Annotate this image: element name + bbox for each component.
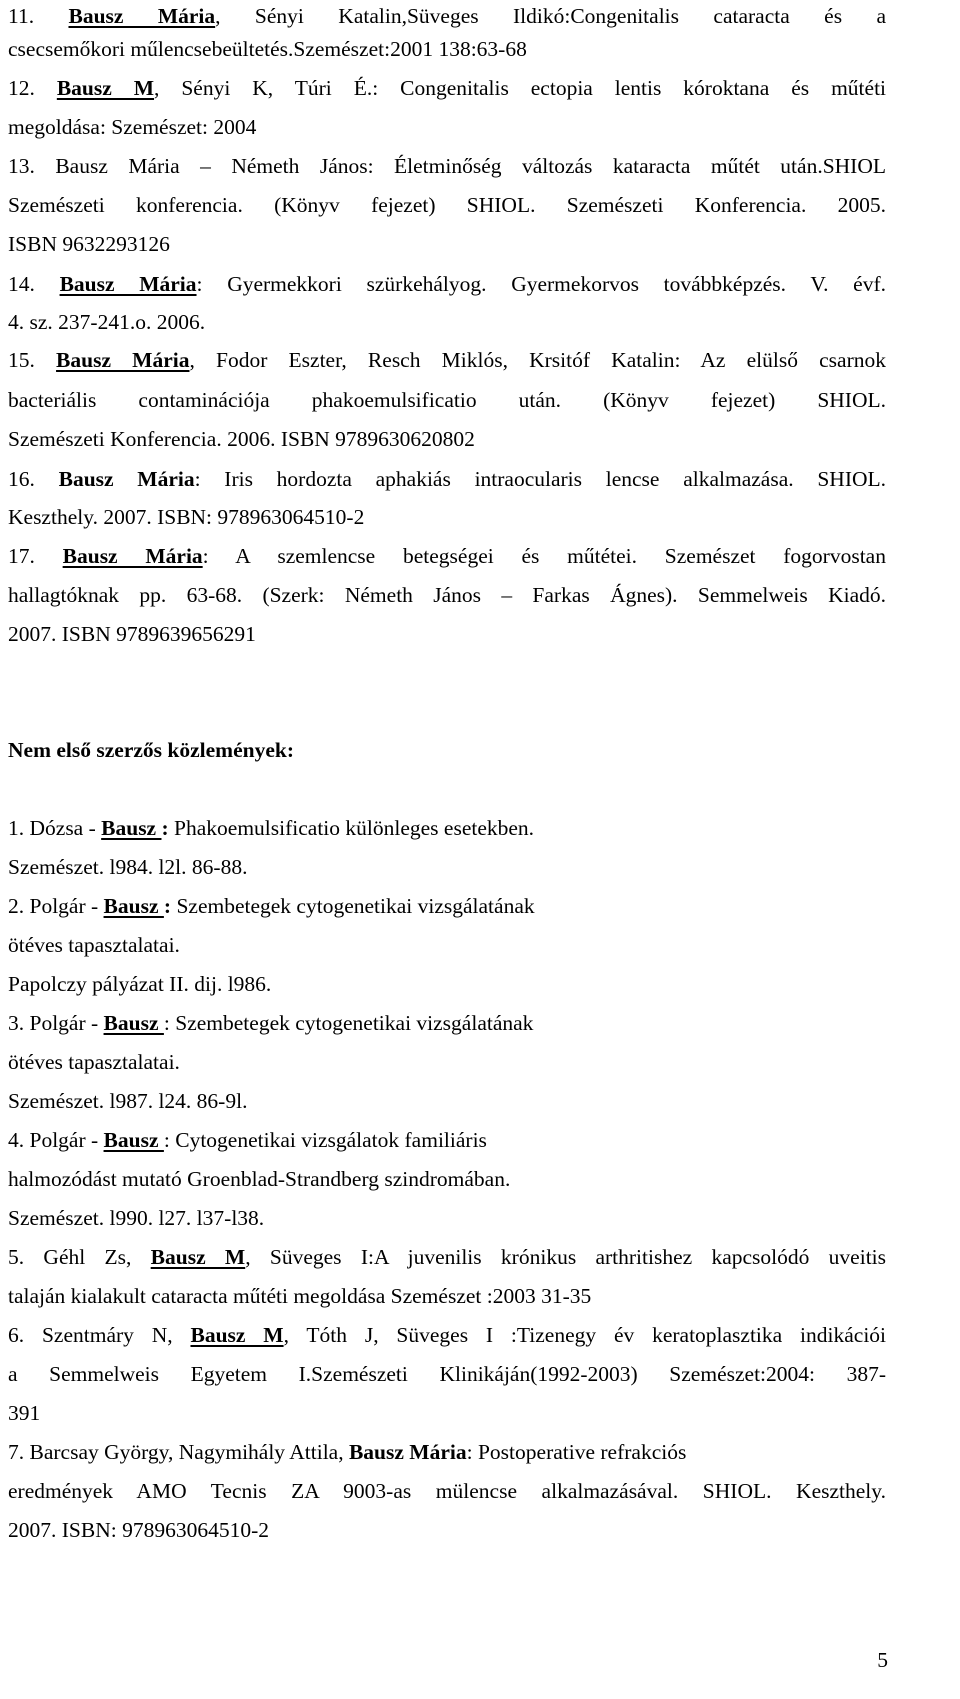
text-segment: , Sényi K, Túri É.: Congenitalis ectopia lentis kóroktana és műtéti [154, 76, 887, 100]
text-segment: 1. Dózsa - [8, 816, 102, 840]
text-segment: megoldása: Szemészet: 2004 [8, 115, 257, 139]
text-line [8, 1046, 886, 1078]
text-segment: 4. Polgár - [8, 1128, 104, 1152]
page-number: 5 [877, 1648, 888, 1672]
text-segment: talaján kialakult cataracta műtéti megoldása Szemészet :2003 31-35 [8, 1284, 592, 1308]
text-line [8, 968, 886, 1000]
text-line [8, 1280, 886, 1312]
text-segment: : A szemlencse betegségei és műtétei. Szemészet fogorvostan [202, 544, 886, 568]
text-segment: Szemészet. l987. l24. 86-9l. [8, 1089, 248, 1113]
text-line [8, 423, 886, 455]
text-segment: Szemészet. l984. l2l. 86-88. [8, 855, 248, 879]
text-segment: : Cytogenetikai vizsgálatok familiáris [163, 1128, 487, 1152]
text-line [8, 1124, 886, 1156]
text-segment: Szemészet. l990. l27. l37-l38. [8, 1206, 265, 1230]
text-line [8, 1397, 886, 1429]
text-segment: 11. [8, 4, 69, 28]
text-segment: , Süveges I:A juvenilis krónikus arthritishez kapcsolódó uveitis [245, 1245, 887, 1269]
text-segment: ISBN 9632293126 [8, 232, 170, 256]
text-line [8, 33, 886, 65]
text-segment: , Sényi Katalin,Süveges Ildikó:Congenitalis cataracta és a [215, 4, 887, 28]
text-line [8, 1241, 886, 1273]
author-name: Bausz Mária [59, 272, 197, 296]
text-segment: 17. [8, 544, 63, 568]
text-segment: : Gyermekkori szürkehályog. Gyermekorvos továbbképzés. V. évf. [196, 272, 886, 296]
text-segment: 15. [8, 348, 57, 372]
text-segment: halmozódást mutató Groenblad-Strandberg szindromában. [8, 1167, 511, 1191]
text-segment: ötéves tapasztalatai. [8, 933, 180, 957]
author-name: Bausz Mária [56, 348, 190, 372]
text-line [8, 306, 886, 338]
text-line [8, 540, 886, 572]
text-segment: Szembetegek cytogenetikai vizsgálatának [176, 894, 535, 918]
author-name: Bausz Mária [62, 544, 203, 568]
author-name: Bausz M [190, 1323, 284, 1347]
text-segment: Szemészeti Konferencia. 2006. ISBN 9789630620802 [8, 427, 475, 451]
text-segment: 4. sz. 237-241.o. 2006. [8, 310, 206, 334]
text-line [8, 1514, 886, 1546]
text-segment: 5. Géhl Zs, [8, 1245, 151, 1269]
author-name: Bausz [103, 894, 164, 918]
text-line [8, 501, 886, 533]
text-segment: Phakoemulsificatio különleges esetekben. [174, 816, 535, 840]
text-segment: 3. Polgár - [8, 1011, 104, 1035]
text-line [8, 851, 886, 883]
author-name: Bausz M [56, 76, 155, 100]
text-segment: 14. [8, 272, 60, 296]
author-name: Bausz Mária [68, 4, 216, 28]
author-name: Bausz Mária [58, 467, 195, 491]
text-segment: bacteriális contaminációja phakoemulsificatio után. (Könyv fejezet) SHIOL. [8, 388, 886, 412]
text-line [8, 1319, 886, 1351]
text-segment: Keszthely. 2007. ISBN: 978963064510-2 [8, 505, 365, 529]
text-segment: 12. [8, 76, 57, 100]
text-segment: ötéves tapasztalatai. [8, 1050, 180, 1074]
text-segment: , Tóth J, Süveges I :Tizenegy év keratoplasztika indikációi [283, 1323, 887, 1347]
author-name: Bausz Mária [348, 1440, 467, 1464]
text-line [8, 72, 886, 104]
author-name: Bausz M [150, 1245, 246, 1269]
text-line [8, 1007, 886, 1039]
text-segment: 2007. ISBN: 978963064510-2 [8, 1518, 269, 1542]
author-name: Bausz [103, 1128, 164, 1152]
text-line [8, 0, 886, 32]
text-segment: csecsemőkori műlencsebeültetés.Szemészet:2001 138:63-68 [8, 37, 527, 61]
author-name: : [163, 894, 177, 918]
text-segment: 6. Szentmáry N, [8, 1323, 191, 1347]
text-segment: Nem első szerzős közlemények: [8, 738, 294, 762]
text-segment: , Fodor Eszter, Resch Miklós, Krsitóf Katalin: Az elülső csarnok [189, 348, 887, 372]
author-name: Bausz [101, 816, 162, 840]
text-line [8, 579, 886, 611]
text-line [8, 463, 886, 495]
text-line [8, 618, 886, 650]
text-segment: 391 [8, 1401, 41, 1425]
text-line [8, 111, 886, 143]
author-name: : [161, 816, 175, 840]
text-line [8, 228, 886, 260]
text-line [8, 1202, 886, 1234]
text-line [8, 890, 886, 922]
text-segment: 2007. ISBN 9789639656291 [8, 622, 256, 646]
text-line [8, 1358, 886, 1390]
text-segment: 13. Bausz Mária – Németh János: Életminőség változás kataracta műtét után.SHIOL [8, 154, 886, 178]
text-segment: Papolczy pályázat II. dij. l986. [8, 972, 272, 996]
text-segment: a Semmelweis Egyetem I.Szemészeti Klinikáján(1992-2003) Szemészet:2004: 387- [8, 1362, 886, 1386]
text-segment: hallagtóknak pp. 63-68. (Szerk: Németh János – Farkas Ágnes). Semmelweis Kiadó. [8, 583, 886, 607]
text-segment: Szemészeti konferencia. (Könyv fejezet) SHIOL. Szemészeti Konferencia. 2005. [8, 193, 886, 217]
text-segment: : Iris hordozta aphakiás intraocularis lencse alkalmazása. SHIOL. [194, 467, 887, 491]
text-line [8, 150, 886, 182]
text-segment: : Postoperative refrakciós [466, 1440, 687, 1464]
text-line [8, 344, 886, 376]
text-segment: 2. Polgár - [8, 894, 104, 918]
text-line [8, 1436, 886, 1468]
author-name: Bausz [103, 1011, 164, 1035]
text-line [8, 1163, 886, 1195]
section-heading [8, 734, 886, 766]
text-line [8, 929, 886, 961]
text-line [8, 812, 886, 844]
text-line [8, 1475, 886, 1507]
text-segment: : Szembetegek cytogenetikai vizsgálatának [163, 1011, 534, 1035]
text-segment: eredmények AMO Tecnis ZA 9003-as mülencse alkalmazásával. SHIOL. Keszthely. [8, 1479, 886, 1503]
text-segment: 7. Barcsay György, Nagymihály Attila, [8, 1440, 349, 1464]
text-line [8, 189, 886, 221]
text-segment: 16. [8, 467, 59, 491]
text-line [8, 384, 886, 416]
text-line [8, 268, 886, 300]
text-line [8, 1085, 886, 1117]
